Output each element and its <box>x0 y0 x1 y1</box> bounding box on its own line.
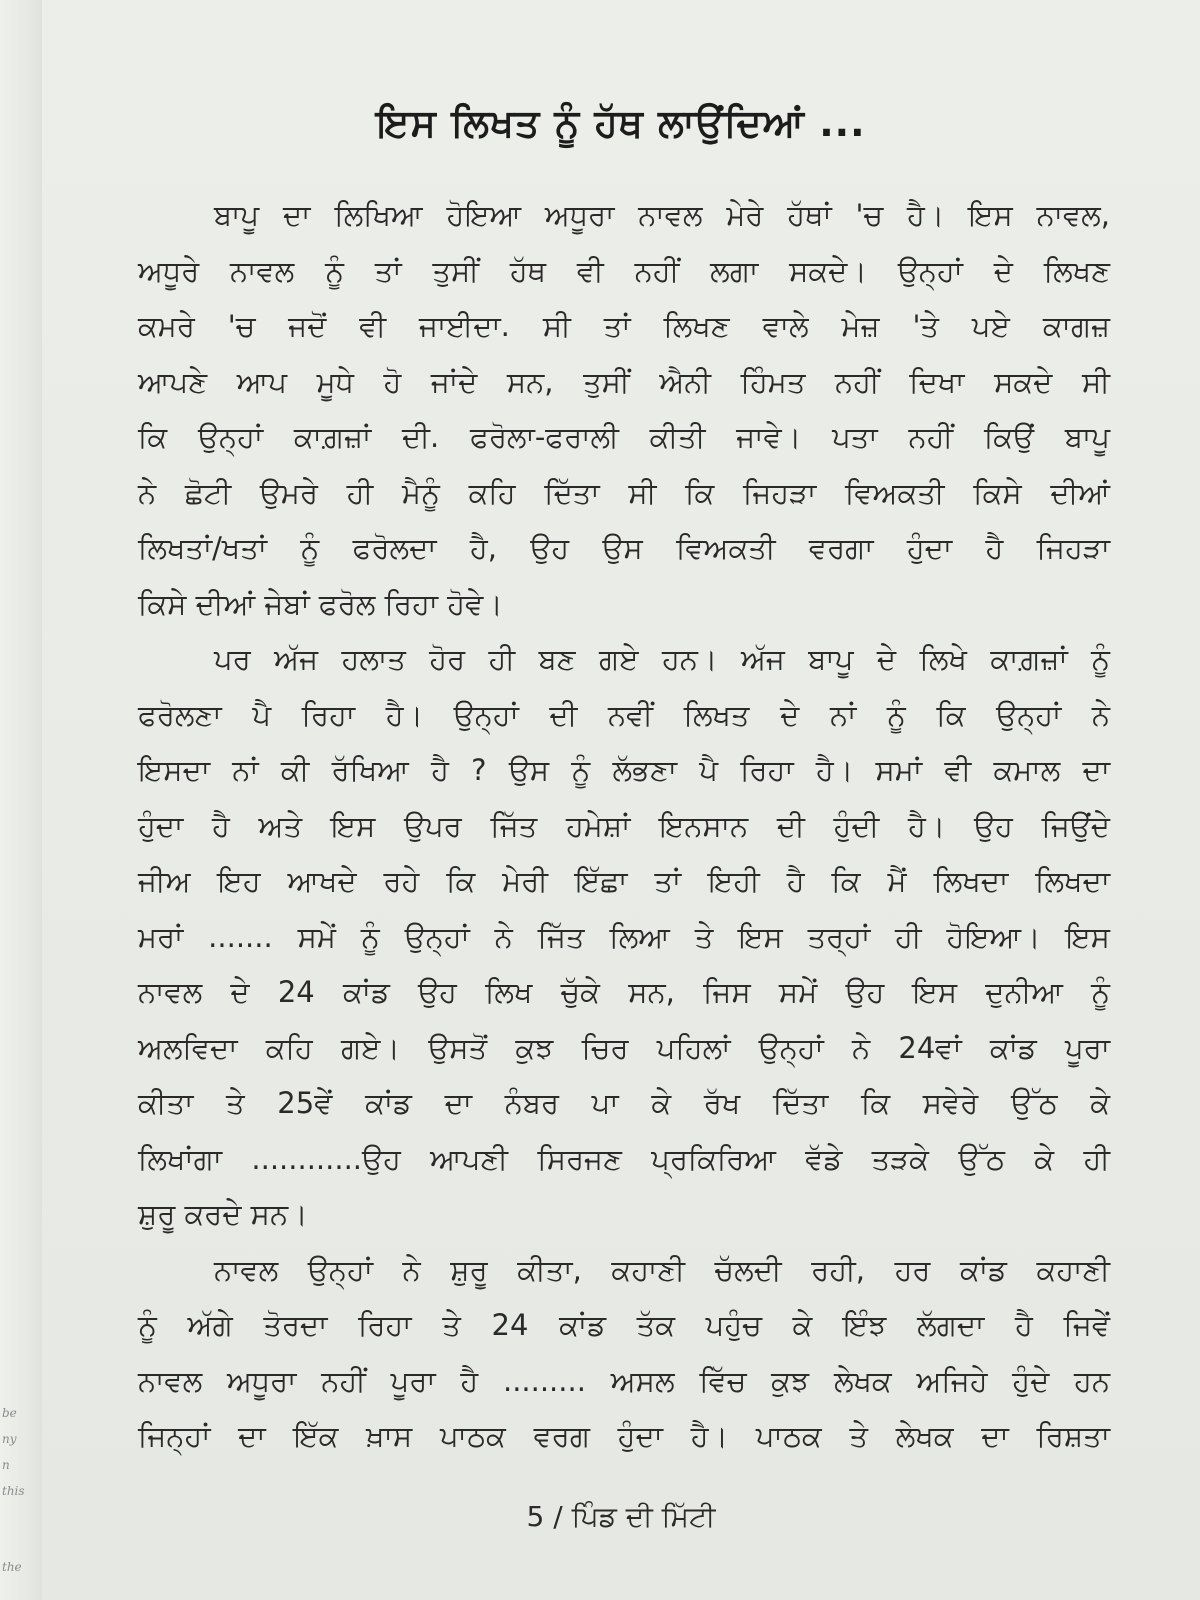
text-line: ਨੂੰ ਅੱਗੇ ਤੋਰਦਾ ਰਿਹਾ ਤੇ 24 ਕਾਂਡ ਤੱਕ ਪਹੁੰਚ ਕੇ ਇੰਝ ਲੱਗਦਾ ਹੈ ਜਿਵੇਂ <box>138 1308 1110 1342</box>
adjacent-page-edge <box>0 0 43 1600</box>
text-line: ਪਰ ਅੱਜ ਹਲਾਤ ਹੋਰ ਹੀ ਬਣ ਗਏ ਹਨ। ਅੱਜ ਬਾਪੂ ਦੇ ਲਿਖੇ ਕਾਗ਼ਜ਼ਾਂ ਨੂੰ <box>214 642 1110 676</box>
text-line: ਇਸਦਾ ਨਾਂ ਕੀ ਰੱਖਿਆ ਹੈ ? ਉਸ ਨੂੰ ਲੱਭਣਾ ਪੈ ਰਿਹਾ ਹੈ। ਸਮਾਂ ਵੀ ਕਮਾਲ ਦਾ <box>138 753 1110 787</box>
book-title: ਪਿੰਡ ਦੀ ਮਿੱਟੀ <box>571 1500 716 1533</box>
text-line: ਨਾਵਲ ਅਧੂਰਾ ਨਹੀਂ ਪੂਰਾ ਹੈ ......... ਅਸਲ ਵਿੱਚ ਕੁਝ ਲੇਖਕ ਅਜਿਹੇ ਹੁੰਦੇ ਹਨ <box>138 1363 1110 1398</box>
text-line: ਲਿਖਤਾਂ/ਖਤਾਂ ਨੂੰ ਫਰੋਲਦਾ ਹੈ, ਉਹ ਉਸ ਵਿਅਕਤੀ ਵਰਗਾ ਹੁੰਦਾ ਹੈ ਜਿਹੜਾ <box>138 531 1110 565</box>
paragraph-2 <box>138 632 1110 1243</box>
text-line: ਕਿਸੇ ਦੀਆਂ ਜੇਬਾਂ ਫਰੋਲ ਰਿਹਾ ਹੋਵੇ। <box>138 586 503 621</box>
bleed-fragment: this <box>2 1484 25 1498</box>
page-title: ਇਸ ਲਿਖਤ ਨੂੰ ਹੱਥ ਲਾਉਂਦਿਆਂ ... <box>376 101 866 146</box>
footer-separator: / <box>553 1500 563 1533</box>
text-line: ਨਾਵਲ ਉਨ੍ਹਾਂ ਨੇ ਸ਼ੁਰੂ ਕੀਤਾ, ਕਹਾਣੀ ਚੱਲਦੀ ਰਹੀ, ਹਰ ਕਾਂਡ ਕਹਾਣੀ <box>214 1252 1110 1287</box>
bleed-fragment: ny <box>2 1432 17 1446</box>
text-line: ਸ਼ੁਰੂ ਕਰਦੇ ਸਨ। <box>138 1197 308 1231</box>
paragraph-1 <box>138 188 1110 632</box>
paragraph-3 <box>138 1243 1110 1465</box>
text-line: ਮਰਾਂ ....... ਸਮੇਂ ਨੂੰ ਉਨ੍ਹਾਂ ਨੇ ਜਿੱਤ ਲਿਆ ਤੇ ਇਸ ਤਰ੍ਹਾਂ ਹੀ ਹੋਇਆ। ਇਸ <box>138 919 1110 954</box>
text-line: ਕਮਰੇ 'ਚ ਜਦੋਂ ਵੀ ਜਾਈਦਾ. ਸੀ ਤਾਂ ਲਿਖਣ ਵਾਲੇ ਮੇਜ਼ 'ਤੇ ਪਏ ਕਾਗਜ਼ <box>138 309 1110 343</box>
text-line: ਕੀਤਾ ਤੇ 25ਵੇਂ ਕਾਂਡ ਦਾ ਨੰਬਰ ਪਾ ਕੇ ਰੱਖ ਦਿੱਤਾ ਕਿ ਸਵੇਰੇ ਉੱਠ ਕੇ <box>138 1086 1110 1120</box>
text-line: ਆਪਣੇ ਆਪ ਮੂਧੇ ਹੋ ਜਾਂਦੇ ਸਨ, ਤੁਸੀਂ ਐਨੀ ਹਿੰਮਤ ਨਹੀਂ ਦਿਖਾ ਸਕਦੇ ਸੀ <box>138 364 1110 399</box>
adjacent-page-bleed-text <box>2 1400 38 1580</box>
book-page <box>42 0 1200 1600</box>
text-line: ਨੇ ਛੋਟੀ ਉਮਰੇ ਹੀ ਮੈਨੂੰ ਕਹਿ ਦਿੱਤਾ ਸੀ ਕਿ ਜਿਹੜਾ ਵਿਅਕਤੀ ਕਿਸੇ ਦੀਆਂ <box>138 475 1110 510</box>
bleed-gap <box>2 1504 38 1554</box>
text-line: ਲਿਖਾਂਗਾ ............ਉਹ ਆਪਣੀ ਸਿਰਜਣ ਪ੍ਰਕਿਰਿਆ ਵੱਡੇ ਤੜਕੇ ਉੱਠ ਕੇ ਹੀ <box>138 1141 1110 1176</box>
page-footer <box>42 1500 1200 1534</box>
bleed-fragment: n <box>2 1458 10 1472</box>
text-line: ਜੀਅ ਇਹ ਆਖਦੇ ਰਹੇ ਕਿ ਮੇਰੀ ਇੱਛਾ ਤਾਂ ਇਹੀ ਹੈ ਕਿ ਮੈਂ ਲਿਖਦਾ ਲਿਖਦਾ <box>138 864 1110 898</box>
bleed-fragment: the <box>2 1560 22 1574</box>
text-line: ਹੁੰਦਾ ਹੈ ਅਤੇ ਇਸ ਉਪਰ ਜਿੱਤ ਹਮੇਸ਼ਾਂ ਇਨਸਾਨ ਦੀ ਹੁੰਦੀ ਹੈ। ਉਹ ਜਿਉਂਦੇ <box>138 808 1110 843</box>
text-line: ਫਰੋਲਣਾ ਪੈ ਰਿਹਾ ਹੈ। ਉਨ੍ਹਾਂ ਦੀ ਨਵੀਂ ਲਿਖਤ ਦੇ ਨਾਂ ਨੂੰ ਕਿ ਉਨ੍ਹਾਂ ਨੇ <box>138 697 1110 732</box>
text-line: ਅਧੂਰੇ ਨਾਵਲ ਨੂੰ ਤਾਂ ਤੁਸੀਂ ਹੱਥ ਵੀ ਨਹੀਂ ਲਗਾ ਸਕਦੇ। ਉਨ੍ਹਾਂ ਦੇ ਲਿਖਣ <box>138 253 1110 288</box>
text-line: ਅਲਵਿਦਾ ਕਹਿ ਗਏ। ਉਸਤੋਂ ਕੁਝ ਚਿਰ ਪਹਿਲਾਂ ਉਨ੍ਹਾਂ ਨੇ 24ਵਾਂ ਕਾਂਡ ਪੂਰਾ <box>138 1030 1110 1065</box>
body-text <box>138 188 1110 1465</box>
text-line: ਕਿ ਉਨ੍ਹਾਂ ਕਾਗ਼ਜ਼ਾਂ ਦੀ. ਫਰੋਲਾ-ਫਰਾਲੀ ਕੀਤੀ ਜਾਵੇ। ਪਤਾ ਨਹੀਂ ਕਿਉਂ ਬਾਪੂ <box>138 420 1110 454</box>
text-line: ਜਿਨ੍ਹਾਂ ਦਾ ਇੱਕ ਖ਼ਾਸ ਪਾਠਕ ਵਰਗ ਹੁੰਦਾ ਹੈ। ਪਾਠਕ ਤੇ ਲੇਖਕ ਦਾ ਰਿਸ਼ਤਾ <box>138 1419 1110 1453</box>
text-line: ਬਾਪੂ ਦਾ ਲਿਖਿਆ ਹੋਇਆ ਅਧੂਰਾ ਨਾਵਲ ਮੇਰੇ ਹੱਥਾਂ 'ਚ ਹੈ। ਇਸ ਨਾਵਲ, <box>214 198 1110 232</box>
bleed-fragment: be <box>2 1406 17 1420</box>
page-number: 5 <box>526 1500 545 1533</box>
text-line: ਨਾਵਲ ਦੇ 24 ਕਾਂਡ ਉਹ ਲਿਖ ਚੁੱਕੇ ਸਨ, ਜਿਸ ਸਮੇਂ ਉਹ ਇਸ ਦੁਨੀਆ ਨੂੰ <box>138 975 1110 1009</box>
